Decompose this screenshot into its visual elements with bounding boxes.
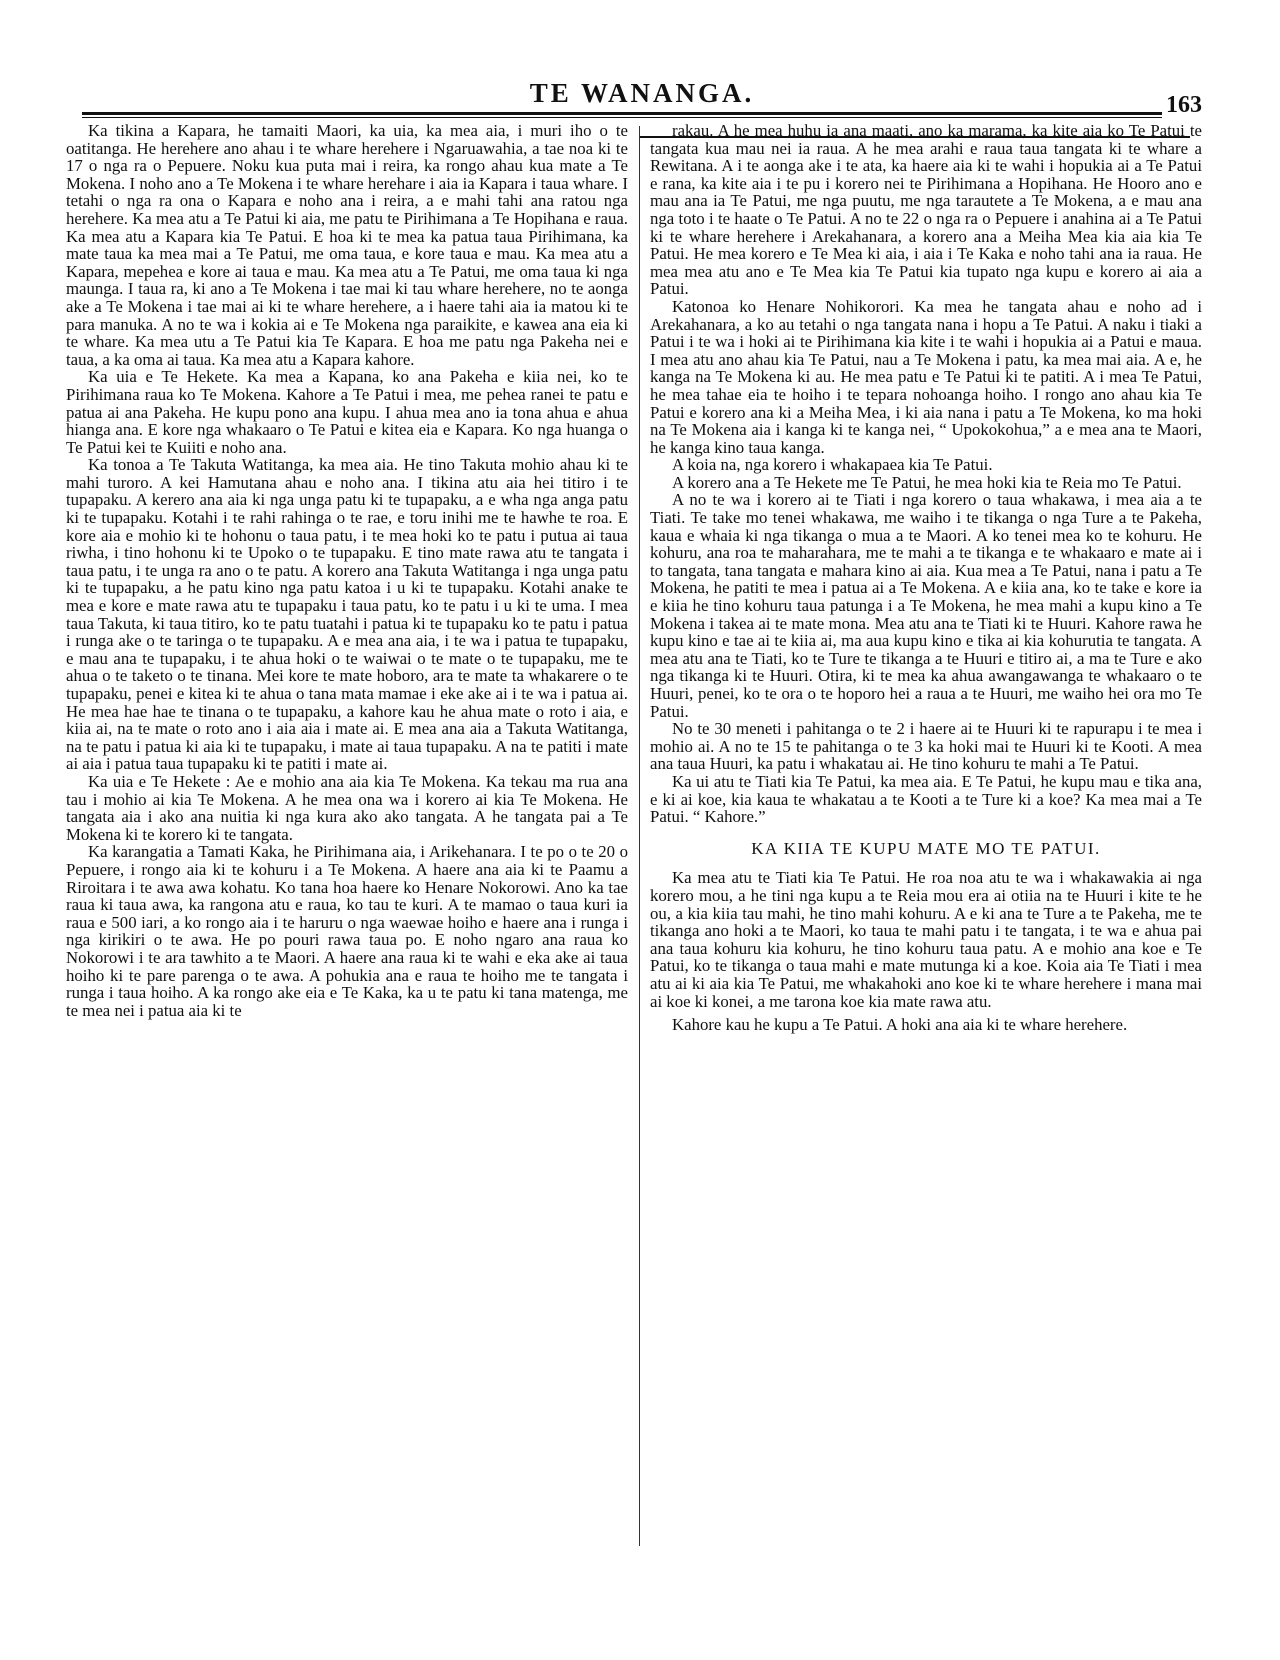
right-column xyxy=(650,122,1202,1542)
masthead: TE WANANGA. xyxy=(529,78,755,108)
paragraph: A koia na, nga korero i whakapaea kia Te Patui. xyxy=(672,455,993,475)
page-header xyxy=(82,78,1202,122)
paragraph: Ka uia e Te Hekete. Ka mea a Kapana, ko ana Pakeha e kiia nei, ko te Pirihimana raua ko Te Mokena. Kahore a Te Patui i mea, me pehea ranei te patu e patua ai ana Pakeha. He kupu pono ana kupu. I ahua mea ano ia tona ahua e ahua hianga ana. E kore nga whakaaro o Te Patui e kitea eia e Kapara. Ko nga huanga o Te Patui kei te Kuiiti e noho ana. xyxy=(66,367,628,457)
paragraph: A no te wa i korero ai te Tiati i nga korero o taua whakawa, i mea aia a te Tiati. Te take mo tenei whakawa, me waiho i te tikanga o nga Ture a te Pakeha, kaua e whaia ki nga tikanga o mua a te Maori. A ko tenei mea ko te kohuru. He kohuru, ana roa te maharahara, me te mahi a te tikanga e te whakaaro e mate ai i to tangata, tana tangata e mahara kino ai aia. Kua mea a Te Patui, nana i patu a Te Mokena, he patiti te mea i patua ai a Te Mokena. A e kiia ana, ko te take e kore ia e kiia he tino kohuru taua patunga i a Te Mokena, he mea mahi a kupu kino a Te Mokena i takea ai te mate mona. Mea atu ana te Tiati ki te Huuri. Kahore rawa he kupu kino e tae ai te kiia ai, ma aua kupu kino e tika ai kia kohurutia te tangata. A mea atu ana te Tiati, ko te Ture te tikanga a te Huuri e titiro ai, a ma te Ture e ako nga tikanga ki te Huuri. Otira, ki te mea ka ahua awangawanga te whakaaro o te Huuri, penei, ko te ora o te hoporo hei a raua a te Huuri, me waiho hei ora mo Te Patui. xyxy=(650,490,1202,721)
paragraph: Ka mea atu te Tiati kia Te Patui. He roa noa atu te wa i whakawakia ai nga korero mou, a he tini nga kupu a te Reia mou era ai otiia na te Huuri i kite te he ou, a kia kiia tau mahi, he tino mahi kohuru. A e ki ana te Ture a te Pakeha, me te tikanga ano hoki a te Maori, ko taua te mahi patu i te tangata, i te wa e ahua pai ana taua kohuru kia kohuru, he tino kohuru taua patu. A e mohio ana koe e Te Patui, ko te tikanga o taua mahi e mate mutunga ki a koe. Koia aia Te Tiati i mea atu ai ki aia kia Te Patui, me whakahoki ano koe ki te whare herehere i mana mai ai koe ki konei, a me tarona koe kia mate rawa atu. xyxy=(650,868,1202,1011)
paragraph: Ka ui atu te Tiati kia Te Patui, ka mea aia. E Te Patui, he kupu mau e tika ana, e ki ai koe, kia kaua te whakatau a te Kooti a te Ture ki a koe? Ka mea mai a Te Patui. “ Kahore.” xyxy=(650,771,1202,827)
paragraph: rakau. A he mea huhu ia ana maati, ano ka marama, ka kite aia ko Te Patui te tangata kua mau nei ia raua. A he mea arahi e raua taua tangata ki te whare a Rewitana. A i te aonga ake i te ata, ka haere aia ki te wahi i hopukia ai a Te Patui e rana, ka kite aia i te pu i korero nei te Pirihimana a Hopihana. He Hooro ano e mau ana ia Te Patui, me nga puutu, me nga tarautete a Te Mokena, a e mau ana nga toto i te haate o Te Patui. A no te 22 o nga ra o Pepuere i anahina ai a Te Patui ki te whare herehere i Arekahanara, a korero ana a Meiha Mea kia aia kia Te Patui. He mea korero e Te Mea ki aia, i aia i Te Kaka e noho tahi ana ia raua. He mea mea atu ano e Te Mea kia Te Patui kia tupato nga kupu e korero ai aia a Patui. xyxy=(650,122,1202,299)
left-column xyxy=(66,122,628,1542)
page-number: 163 xyxy=(1166,92,1202,118)
paragraph: No te 30 meneti i pahitanga o te 2 i haere ai te Huuri ki te rapurapu i te mea i mohio ai. A no te 15 te pahitanga o te 3 ka hoki mai te Huuri ki te Kooti. A mea ana taua Huuri, ka patu i whakatau ai. He tino kohuru te mahi a Te Patui. xyxy=(650,719,1202,774)
paragraph: A korero ana a Te Hekete me Te Patui, he mea hoki kia te Reia mo Te Patui. xyxy=(672,472,1182,492)
paragraph: Ka tikina a Kapara, he tamaiti Maori, ka uia, ka mea aia, i muri iho o te oatitanga. He herehere ano ahau i te whare herehere i Ngaruawahia, a tae noa ki te 17 o nga ra o Pepuere. Noku kua puta mai i reira, ka rongo ahau kua mate a Te Mokena. I noho ano a Te Mokena i te whare herehare i aia ia Kapara i taua whare. I tetahi o nga ra ona o Kapara e noho ana i reira, a e mahi tahi ana ratou nga herehere. Ka mea atu a Te Patui ki aia, me patu te Pirihimana a Te Hopihana e raua. Ka mea atu a Kapara kia Te Patui. E hoa ki te mea ka patua taua Pirihimana, ka mate taua ka mea mai a Te Patui, me oma taua, e kore taua e mau. Ka mea atu a Kapara, mepehea e kore ai taua e mau. Ka mea atu a Te Patui, me oma taua ki nga maunga. I taua ra, ki ano a Te Mokena i tae mai ki tau whare herehere, no te aonga ake a Te Mokena i tae mai ai ki te whare herehere, a i haere tahi aia ia matou ki te para manuka. A no te wa i kokia ai e Te Mokena nga paraikite, e kawea ana eia ki te whare. Ka mea utu a Te Patui kia Te Kapara. E hoa me patu nga Pakeha nei e taua, a ka oma ai taua. Ka mea atu a Kapara kahore. xyxy=(66,122,628,369)
paragraph: Ka tonoa a Te Takuta Watitanga, ka mea aia. He tino Takuta mohio ahau ki te mahi turoro. A kei Hamutana ahau e noho ana. I tikina atu aia hei titiro i te tupapaku. A kerero ana aia ki nga unga patu ki te tupapaku, a e wha nga anga patu ki te tupapaku. Kotahi i te rahi rahinga o te rae, e toru inihi me te hawhe te roa. E kore aia e mohio ki te hohonu o taua patu, i te mea hoki ko te patu i putua ai taua riwha, i tino hohonu ki te Upoko o te tupapaku. E tino mate rawa atu te tangata i taua patu, i te unga ra ano o te patu. A korero ana Takuta Watitanga i nga unga patu ki te tupapaku, a he patu kino nga patu katoa i u ki te tupapaku. Kotahi anake te mea e kore e mate rawa atu te tupapaku i taua patu, ko te patu i u ki te uma. I mea taua Takuta, ki taua titiro, ko te patu tuatahi i patua ki te tupapaku ko te patu i patua i runga ake o te taringa o te tupapaku. A e mea ana aia, i te wa i patua te tupapaku, e mau ana te tupapaku, i te ahua hoki o te waiwai o te mate o te tupapaku, me te ahua o te taketo o te tinana. Mei kore te mate hoboro, ara te mate ta whakarere o te tupapaku, penei e kitea ki te ahua o tana mata mamae i eke ake ai i te wa i patua ai. He mea hae hae te tinana o te tupapaku, a kahore kau he ahua mate o roto i aia, e kiia ai, na te mate o roto ano i aia aia i mate ai. E mea ana aia a Takuta Watitanga, na te patu i patua ki aia ki te tupapaku, i mate ai taua tupapaku. A na te patiti i mate ai aia i patua taua tupapaku ki te patiti i mate ai. xyxy=(66,455,628,774)
paragraph: Katonoa ko Henare Nohikorori. Ka mea he tangata ahau e noho ad i Arekahanara, a ko au tetahi o nga tangata nana i hopu a Te Patui. A naku i tiaki a Patui i te wa i hoki ai te Pirihimana kia kite i te wahi i hopukia ai a Patui e maua. I mea atu ano ahau kia Te Patui, nau a Te Mokena i patu, ka mea mai aia. A e, he kanga na Te Mokena ki au. He mea patu e Te Patui ki te patiti. A i mea Te Patui, he mea tahae eia te hoiho i te tepara nohoanga hoiho. I rongo ano ahau kia Te Patui e korero ana ki a Meiha Mea, i ki aia nana i patu a Te Mokena, ko ma hoki na Te Mokena aia i kanga ki te kanga nei, “ Upokokohua,” a e mea ana te Maori, he kanga kino taua kanga. xyxy=(650,296,1202,457)
section-heading: KA KIIA TE KUPU MATE MO TE PATUI. xyxy=(751,838,1101,858)
column-divider xyxy=(639,126,640,1546)
paragraph: Ka uia e Te Hekete : Ae e mohio ana aia kia Te Mokena. Ka tekau ma rua ana tau i mohio ai kia Te Mokena. A he mea ona wa i korero ai kia Te Mokena. He tangata aia i ako ana nuitia ki nga kura ako ako tangata. A he tangata pai a Te Mokena ki te korero ki te tangata. xyxy=(66,771,628,844)
paragraph: Kahore kau he kupu a Te Patui. A hoki ana aia ki te whare herehere. xyxy=(672,1015,1128,1035)
paragraph: Ka karangatia a Tamati Kaka, he Pirihimana aia, i Arikehanara. I te po o te 20 o Pepuere, i rongo aia ki te kohuru i a Te Mokena. A haere ana aia ki te Paamu a Riroitara i te awa awa kohatu. Ko tana hoa haere ko Henare Nokorowi. Ano ka tae raua ki taua awa, ka rangona atu e raua, ko tau te kuri. A te mamao o taua kuri ia raua e 500 iari, a ko rongo aia i te haruru o nga waewae hoiho e haere ana i runga i nga kirikiri o te awa. He po pouri rawa taua po. E noho ngaro ana raua ko Nokorowi i te ara tawhito a te Maori. A haere ana raua ki te wahi e eka ake ai taua hoiho ki te pare parenga o te awa. A pohukia ana e raua te hoiho me te tangata i runga i taua hoiho. A ka rongo ake eia e Te Kaka, ka u te patu ki tana matenga, me te mea nei i patua aia ki te xyxy=(66,842,628,1020)
header-rule-thin xyxy=(82,117,1162,118)
header-rule xyxy=(82,112,1162,115)
